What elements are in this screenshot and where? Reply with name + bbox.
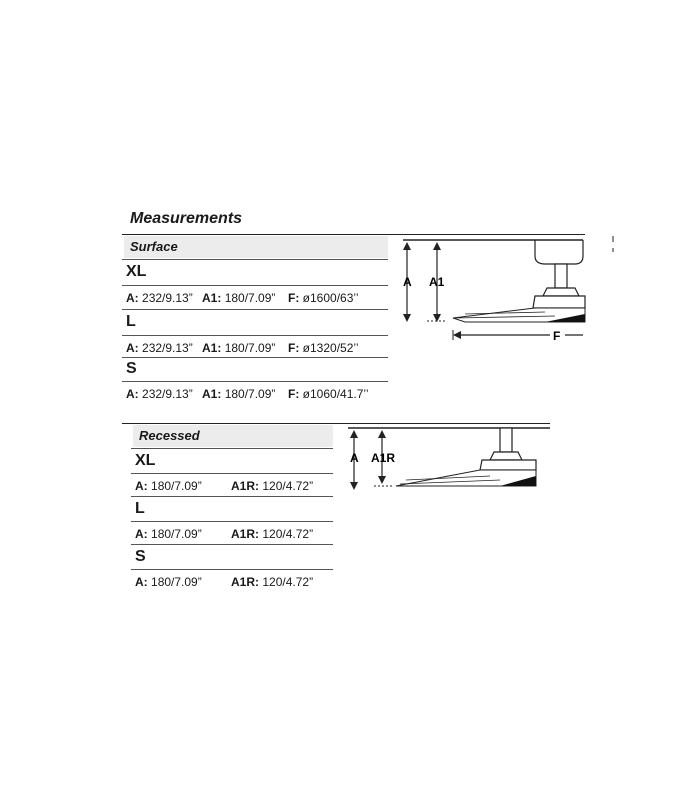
divider	[122, 381, 388, 382]
divider	[131, 544, 333, 545]
surface-spec-a1-s: A1: 180/7.09”	[202, 387, 276, 401]
recessed-dimension-diagram	[340, 420, 560, 500]
divider	[131, 496, 333, 497]
divider	[131, 569, 333, 570]
diagram-label-a: A	[403, 275, 412, 289]
diagram-label-f: F	[553, 329, 561, 343]
divider	[131, 473, 333, 474]
recessed-size-l: L	[135, 500, 145, 517]
surface-spec-f-s: F: ø1060/41.7’’	[288, 387, 369, 401]
diagram-label-a1r: A1R	[371, 451, 396, 465]
divider	[122, 309, 388, 310]
downrod-shape	[500, 428, 512, 452]
surface-spec-row-xl: A: 232/9.13”	[126, 291, 193, 305]
motor-shape	[490, 452, 522, 460]
surface-spec-a1-xl: A1: 180/7.09”	[202, 291, 276, 305]
surface-size-xl: XL	[126, 263, 147, 280]
divider	[131, 521, 333, 522]
surface-spec-f-xl: F: ø1600/63’’	[288, 291, 359, 305]
surface-size-l: L	[126, 313, 136, 330]
recessed-spec-a1r-l: A1R: 120/4.72”	[231, 527, 314, 541]
page-title: Measurements	[130, 210, 243, 227]
divider	[122, 259, 388, 260]
downrod-shape	[555, 264, 567, 288]
divider	[122, 285, 388, 286]
diagram-label-a1: A1	[429, 275, 445, 289]
surface-size-s: S	[126, 360, 137, 377]
canopy-shape	[535, 240, 583, 264]
recessed-size-xl: XL	[135, 452, 156, 469]
motor-shape	[543, 288, 579, 296]
surface-spec-a-l: A: 232/9.13”	[126, 341, 193, 355]
divider	[122, 357, 388, 358]
recessed-spec-a-l: A: 180/7.09”	[135, 527, 202, 541]
recessed-section-label: Recessed	[133, 425, 333, 447]
divider	[131, 448, 333, 449]
recessed-spec-a-s: A: 180/7.09”	[135, 575, 202, 589]
surface-section-label: Surface	[124, 236, 388, 258]
diagram-label-a: A	[350, 451, 359, 465]
surface-spec-f-l: F: ø1320/52’’	[288, 341, 359, 355]
surface-dimension-diagram	[395, 230, 620, 350]
recessed-size-s: S	[135, 548, 146, 565]
divider	[122, 335, 388, 336]
surface-spec-a1-l: A1: 180/7.09”	[202, 341, 276, 355]
recessed-spec-a1r-s: A1R: 120/4.72”	[231, 575, 314, 589]
surface-spec-a-s: A: 232/9.13”	[126, 387, 193, 401]
recessed-spec-a-xl: A: 180/7.09”	[135, 479, 202, 493]
recessed-spec-a1r-xl: A1R: 120/4.72”	[231, 479, 314, 493]
